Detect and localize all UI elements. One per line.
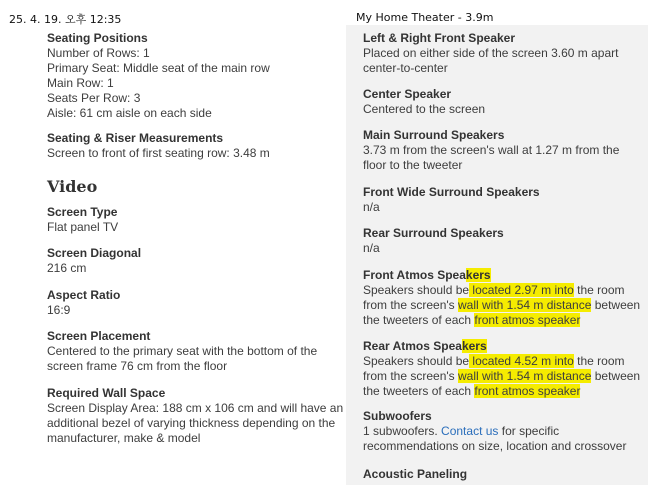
text-part: 1 subwoofers. bbox=[363, 424, 442, 438]
text-line: additional bezel of varying thickness depending on the bbox=[47, 416, 336, 430]
text-line: Main Row: 1 bbox=[47, 76, 114, 90]
highlighted-text: front atmos speaker bbox=[474, 313, 581, 327]
contact-us-link[interactable]: Contact us bbox=[441, 424, 499, 438]
aspect-ratio-block bbox=[47, 288, 347, 318]
highlighted-text: wall with 1.54 m distance bbox=[458, 369, 592, 383]
section-title: Screen Type bbox=[47, 205, 118, 219]
text-part: from the screen's bbox=[363, 369, 458, 383]
front-wide-surround-block bbox=[363, 185, 653, 215]
required-wall-space-block bbox=[47, 386, 347, 446]
text-line: floor to the tweeter bbox=[363, 158, 463, 172]
text-line bbox=[363, 354, 653, 369]
text-line: Placed on either side of the screen 3.60 m apart bbox=[363, 46, 619, 60]
text-part: for specific bbox=[498, 424, 560, 438]
text-line: screen frame 76 cm from the floor bbox=[47, 359, 228, 373]
text-line bbox=[363, 384, 653, 399]
section-title bbox=[363, 339, 653, 354]
section-title: Aspect Ratio bbox=[47, 288, 121, 302]
center-speaker-block bbox=[363, 87, 653, 117]
text-line: 216 cm bbox=[47, 261, 87, 275]
highlighted-text: wall with 1.54 m distance bbox=[458, 298, 592, 312]
section-title: Main Surround Speakers bbox=[363, 128, 505, 142]
text-part: Speakers should be bbox=[363, 354, 470, 368]
title-part: Rear Atmos Spea bbox=[363, 339, 462, 353]
video-heading: Video bbox=[47, 177, 98, 196]
text-line: manufacturer, make & model bbox=[47, 431, 201, 445]
text-line: Screen to front of first seating row: 3.48 m bbox=[47, 146, 270, 160]
text-part: between bbox=[591, 369, 641, 383]
section-title: Screen Placement bbox=[47, 329, 151, 343]
text-line: recommendations on size, location and crossover bbox=[363, 439, 627, 453]
text-part: the tweeters of each bbox=[363, 384, 475, 398]
section-title: Seating & Riser Measurements bbox=[47, 131, 224, 145]
screen-placement-block bbox=[47, 329, 347, 374]
text-line: n/a bbox=[363, 200, 380, 214]
seating-riser-block bbox=[47, 131, 347, 161]
text-part: the room bbox=[573, 354, 625, 368]
section-title: Front Wide Surround Speakers bbox=[363, 185, 540, 199]
screen-type-block bbox=[47, 205, 347, 235]
text-line bbox=[363, 283, 653, 298]
rear-atmos-speakers-block bbox=[363, 339, 653, 399]
front-atmos-speakers-block bbox=[363, 268, 653, 328]
text-line bbox=[363, 313, 653, 328]
section-title: Left & Right Front Speaker bbox=[363, 31, 516, 45]
text-line: Number of Rows: 1 bbox=[47, 46, 150, 60]
section-title bbox=[363, 268, 653, 283]
text-line: Centered to the primary seat with the bottom of the bbox=[47, 344, 318, 358]
text-line: Seats Per Row: 3 bbox=[47, 91, 141, 105]
text-line: Centered to the screen bbox=[363, 102, 486, 116]
highlighted-text: located 2.97 m into bbox=[469, 283, 574, 297]
section-title: Subwoofers bbox=[363, 409, 432, 423]
text-line: Screen Display Area: 188 cm x 106 cm and will have an bbox=[47, 401, 344, 415]
text-part: from the screen's bbox=[363, 298, 458, 312]
text-part: the room bbox=[573, 283, 625, 297]
section-title: Screen Diagonal bbox=[47, 246, 142, 260]
highlighted-text: located 4.52 m into bbox=[469, 354, 574, 368]
text-line bbox=[363, 424, 653, 439]
highlighted-text: front atmos speaker bbox=[474, 384, 581, 398]
text-part: between bbox=[591, 298, 641, 312]
text-part: Speakers should be bbox=[363, 283, 470, 297]
section-title: Acoustic Paneling bbox=[363, 467, 468, 481]
section-title: Seating Positions bbox=[47, 31, 148, 45]
text-part: the tweeters of each bbox=[363, 313, 475, 327]
section-title: Required Wall Space bbox=[47, 386, 166, 400]
main-surround-speakers-block bbox=[363, 128, 653, 173]
subwoofers-block bbox=[363, 409, 653, 454]
text-line: Flat panel TV bbox=[47, 220, 119, 234]
screen-diagonal-block bbox=[47, 246, 347, 276]
datetime-label: 25. 4. 19. 오후 12:35 bbox=[9, 13, 122, 26]
highlighted-text: kers bbox=[461, 339, 487, 353]
section-title: Rear Surround Speakers bbox=[363, 226, 504, 240]
text-line: 16:9 bbox=[47, 303, 71, 317]
text-line bbox=[363, 298, 653, 313]
section-title: Center Speaker bbox=[363, 87, 452, 101]
text-line: 3.73 m from the screen's wall at 1.27 m from the bbox=[363, 143, 620, 157]
text-line: Primary Seat: Middle seat of the main row bbox=[47, 61, 270, 75]
text-line: center-to-center bbox=[363, 61, 448, 75]
highlighted-text: kers bbox=[465, 268, 491, 282]
rear-surround-block bbox=[363, 226, 653, 256]
text-line: Aisle: 61 cm aisle on each side bbox=[47, 106, 212, 120]
text-line: n/a bbox=[363, 241, 380, 255]
document-title: My Home Theater - 3.9m bbox=[356, 11, 494, 24]
text-line bbox=[363, 369, 653, 384]
seating-positions-block bbox=[47, 31, 347, 121]
left-right-front-speaker-block bbox=[363, 31, 653, 76]
title-part: Front Atmos Spea bbox=[363, 268, 466, 282]
